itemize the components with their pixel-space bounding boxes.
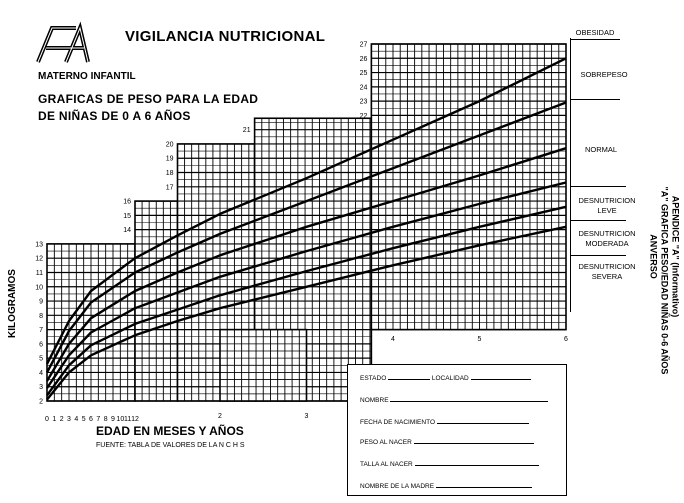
x-tick-month: 2 [59, 416, 64, 423]
category-divider-lower [570, 186, 571, 312]
nombre-madre-label: NOMBRE DE LA MADRE [360, 483, 435, 490]
y-axis-title: KILOGRAMOS [6, 269, 18, 338]
category-desnutricion-moderada-line1: DESNUTRICION [578, 229, 636, 238]
form-row-madre [360, 481, 532, 490]
category-line [570, 39, 620, 40]
appendix-note [648, 186, 681, 375]
y-tick: 22 [359, 112, 368, 120]
talla-nacer-field[interactable] [415, 459, 539, 466]
chart-title-line1: GRAFICAS DE PESO PARA LA EDAD [38, 92, 259, 106]
form-row-talla [360, 459, 539, 468]
category-sobrepeso: SOBREPESO [580, 70, 628, 79]
x-tick-year: 2 [218, 413, 222, 420]
y-tick: 15 [123, 212, 131, 220]
y-tick: 13 [35, 241, 43, 249]
category-desnutricion-leve-line1: DESNUTRICION [578, 196, 636, 205]
y-tick: 14 [123, 227, 131, 235]
talla-nacer-label: TALLA AL NACER [360, 461, 413, 468]
y-tick: 3 [39, 384, 43, 392]
x-tick-month: 3 [67, 416, 71, 423]
x-tick-month: 12 [131, 416, 139, 423]
y-tick: 23 [359, 98, 368, 106]
fecha-nacimiento-field[interactable] [437, 417, 529, 424]
x-tick-month: 0 [45, 416, 49, 423]
x-tick-month: 4 [74, 416, 79, 423]
y-tick: 20 [165, 141, 174, 149]
patient-form [347, 364, 567, 496]
form-row-nombre [360, 395, 548, 404]
y-tick: 6 [39, 341, 43, 349]
brand-subtitle: MATERNO INFANTIL [38, 71, 136, 82]
brand-title: VIGILANCIA NUTRICIONAL [125, 28, 326, 45]
category-line [570, 186, 626, 187]
estado-label: ESTADO [360, 375, 387, 382]
y-tick: 21 [242, 127, 251, 135]
y-tick: 26 [359, 55, 368, 63]
appendix-line2: "A" GRAFICA PESO/EDAD NIÑAS 0-6 AÑOS [659, 186, 670, 375]
x-tick-year: 5 [477, 336, 482, 343]
y-tick: 16 [123, 198, 131, 206]
y-tick: 4 [39, 369, 43, 377]
appendix-line1: APENDICE "A" (Informativo) [670, 195, 681, 318]
x-tick-month: 7 [96, 416, 101, 423]
x-tick-month: 9 [111, 416, 115, 423]
y-tick: 9 [39, 298, 43, 306]
y-tick: 19 [165, 155, 174, 163]
y-tick: 5 [39, 355, 43, 363]
y-tick: 7 [39, 327, 43, 335]
category-line [570, 255, 626, 256]
y-tick: 10 [35, 284, 43, 292]
category-normal: NORMAL [584, 145, 618, 154]
x-tick-year: 3 [304, 413, 309, 420]
y-tick: 8 [39, 312, 43, 320]
estado-field[interactable] [388, 373, 430, 380]
category-desnutricion-severa-line2: SEVERA [591, 272, 623, 281]
x-tick-month: 6 [89, 416, 93, 423]
x-tick-month: 8 [103, 416, 108, 423]
category-line [570, 220, 626, 221]
category-desnutricion-severa-line1: DESNUTRICION [578, 262, 636, 271]
category-line [570, 99, 620, 100]
appendix-line3: ANVERSO [648, 234, 659, 279]
category-desnutricion-moderada [573, 229, 641, 249]
form-row-peso [360, 437, 534, 446]
y-tick: 11 [35, 269, 43, 277]
peso-nacer-label: PESO AL NACER [360, 439, 412, 446]
x-tick-year: 4 [391, 336, 395, 343]
y-tick: 25 [359, 70, 368, 78]
form-row-estado [360, 373, 531, 382]
y-tick: 17 [165, 184, 174, 192]
category-desnutricion-severa [573, 262, 641, 282]
fecha-nacimiento-label: FECHA DE NACIMIENTO [360, 419, 436, 426]
category-divider-upper [570, 38, 571, 186]
source-note: FUENTE: TABLA DE VALORES DE LA N C H S [96, 442, 245, 449]
nombre-field[interactable] [390, 395, 548, 402]
localidad-field[interactable] [471, 373, 531, 380]
category-desnutricion-leve [573, 196, 641, 216]
category-obesidad: OBESIDAD [575, 28, 615, 37]
category-desnutricion-leve-line2: LEVE [597, 206, 617, 215]
peso-nacer-field[interactable] [414, 437, 534, 444]
y-tick: 24 [359, 84, 368, 92]
x-tick-month: 11 [124, 416, 132, 423]
y-tick: 27 [359, 41, 368, 49]
y-tick: 2 [39, 398, 43, 406]
nombre-label: NOMBRE [360, 397, 389, 404]
nombre-madre-field[interactable] [436, 481, 532, 488]
y-tick: 18 [165, 170, 174, 178]
category-desnutricion-moderada-line2: MODERADA [585, 239, 629, 248]
x-axis-title: EDAD EN MESES Y AÑOS [96, 424, 244, 438]
x-tick-year: 6 [564, 336, 568, 343]
x-tick-month: 1 [52, 416, 57, 423]
x-tick-month: 10 [116, 416, 125, 423]
chart-title-line2: DE NIÑAS DE 0 A 6 AÑOS [38, 109, 191, 123]
localidad-label: LOCALIDAD [431, 375, 469, 382]
x-tick-month: 5 [81, 416, 86, 423]
y-tick: 12 [35, 255, 43, 263]
form-row-fecha [360, 417, 529, 426]
